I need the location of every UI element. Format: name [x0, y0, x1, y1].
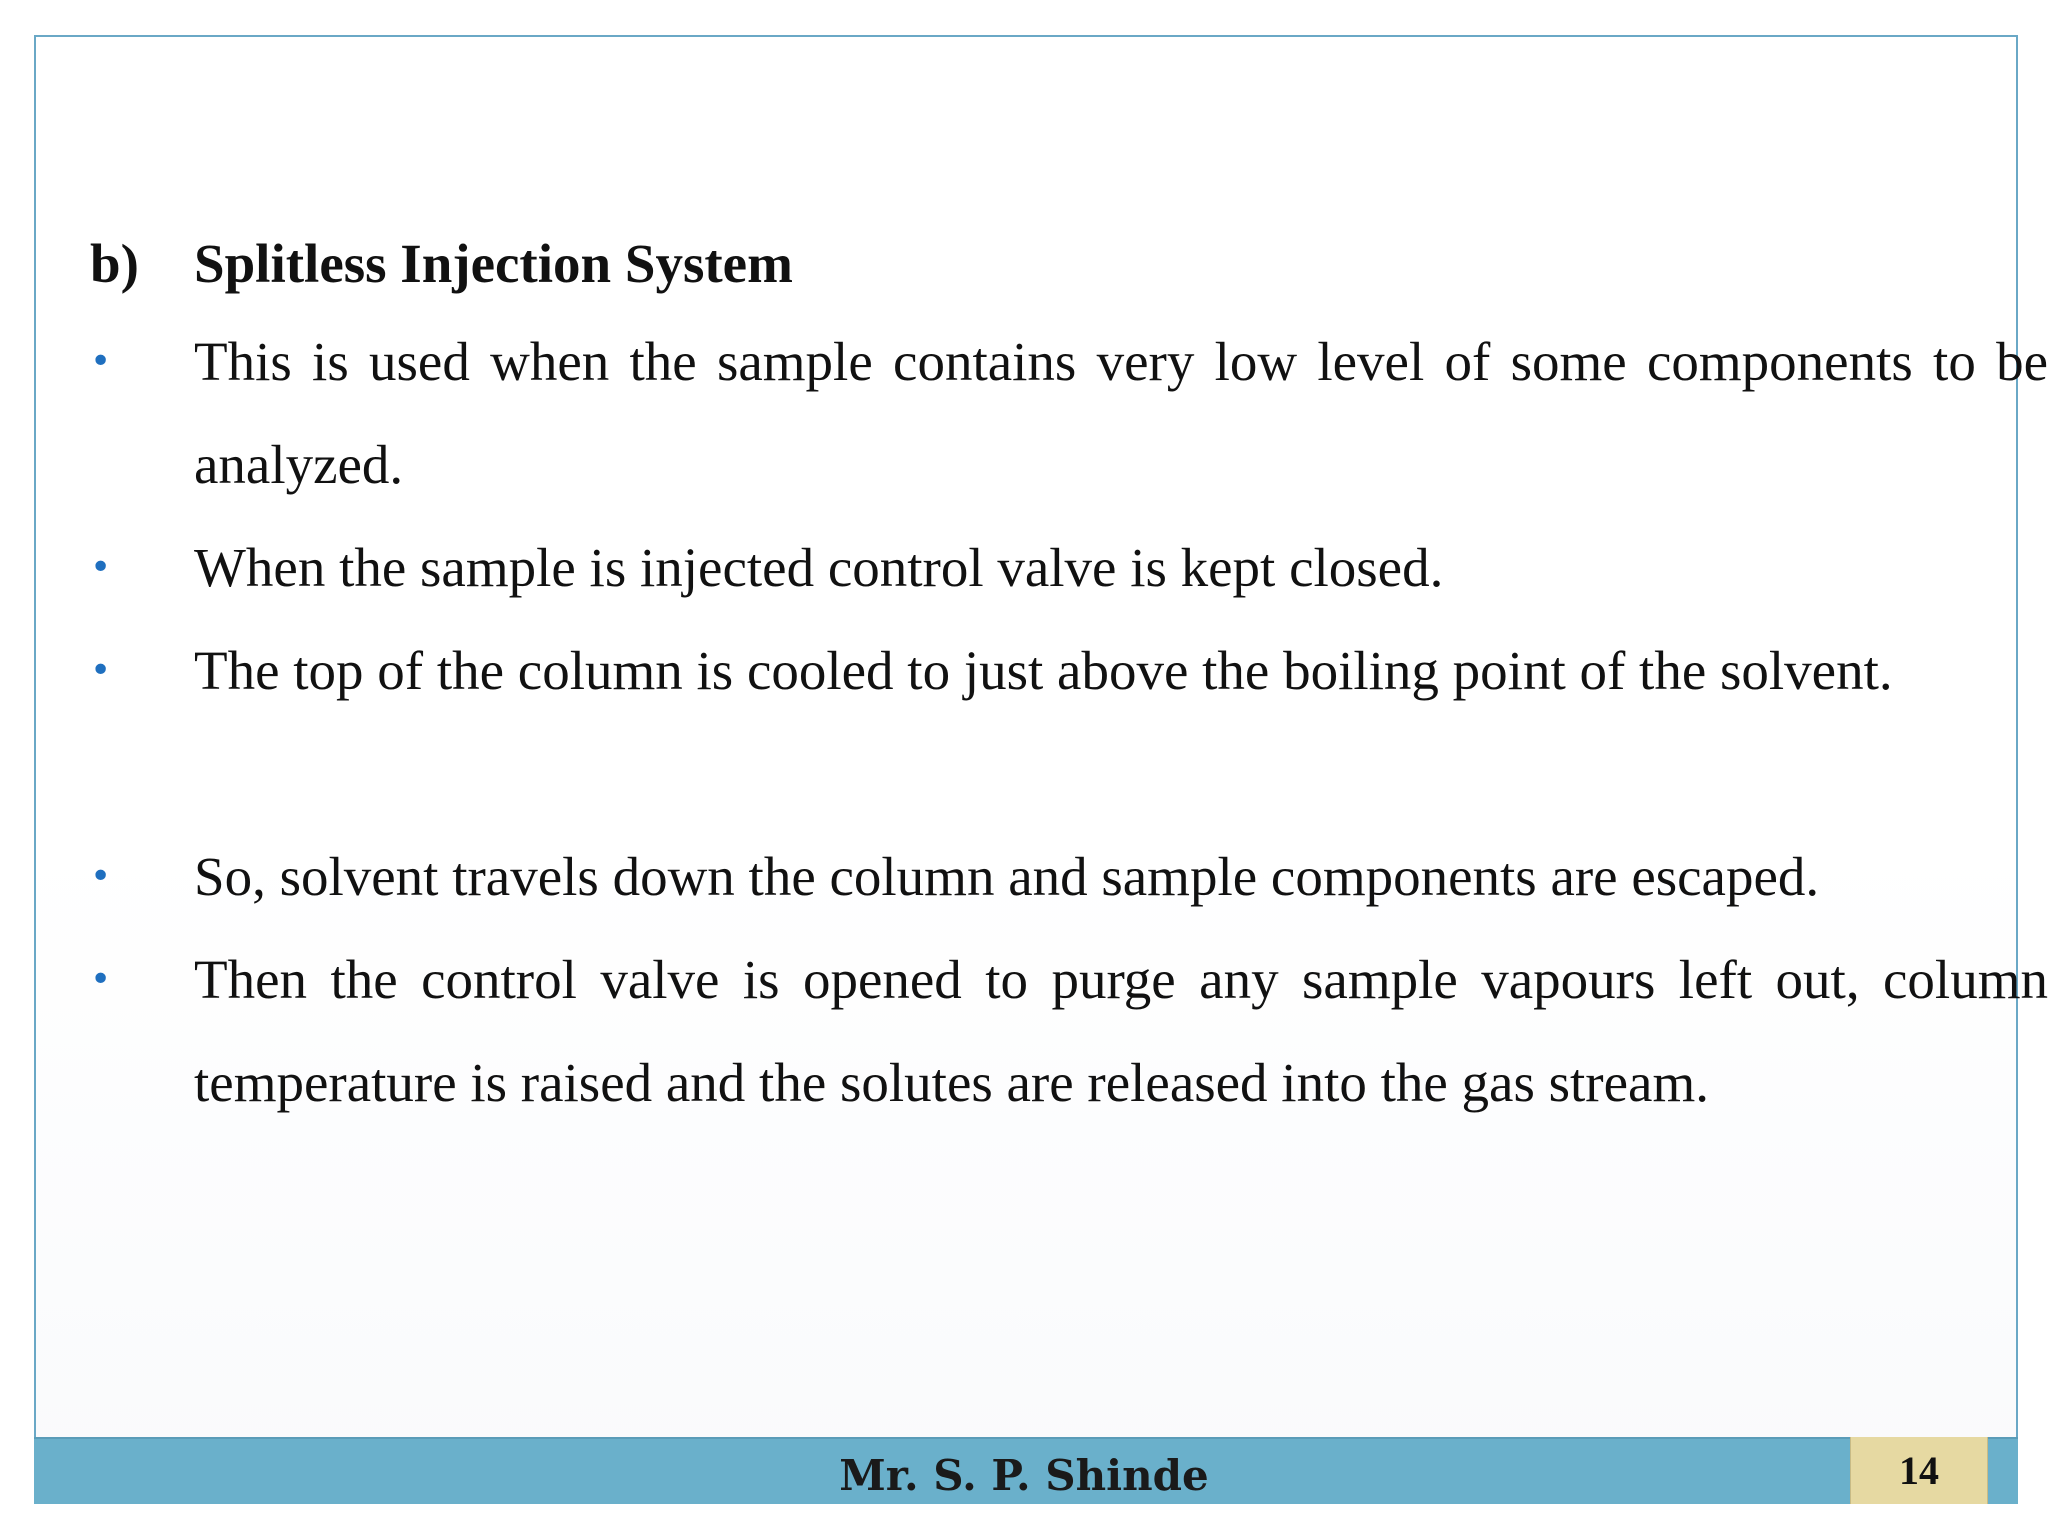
section-heading — [90, 224, 793, 304]
bullet-icon: • — [90, 341, 112, 382]
bullet-icon: • — [90, 650, 112, 691]
bullet-item — [90, 928, 2048, 1134]
bullet-text: When the sample is injected control valve is kept closed. — [194, 537, 1444, 598]
bullet-icon: • — [90, 959, 112, 1000]
bullet-icon: • — [90, 856, 112, 897]
bullet-text: The top of the column is cooled to just above the boiling point of the solvent. — [194, 640, 1893, 701]
footer-author: Mr. S. P. Shinde — [839, 1451, 1209, 1500]
bullet-text: Then the control valve is opened to purge any sample vapours left out, column temperature is raised and the solutes are released into the gas stream. — [194, 949, 2048, 1113]
bullet-item — [90, 825, 1948, 928]
bullet-item — [90, 516, 1948, 619]
bullet-item — [90, 619, 1948, 825]
heading-title: Splitless Injection System — [194, 233, 793, 294]
page-number: 14 — [1850, 1437, 1988, 1504]
bullet-icon: • — [90, 547, 112, 588]
bullet-text: This is used when the sample contains very low level of some components to be analyzed. — [194, 331, 2048, 495]
bullet-text: So, solvent travels down the column and sample components are escaped. — [194, 846, 1820, 907]
heading-marker: b) — [90, 233, 139, 294]
bullet-item — [90, 310, 2048, 516]
